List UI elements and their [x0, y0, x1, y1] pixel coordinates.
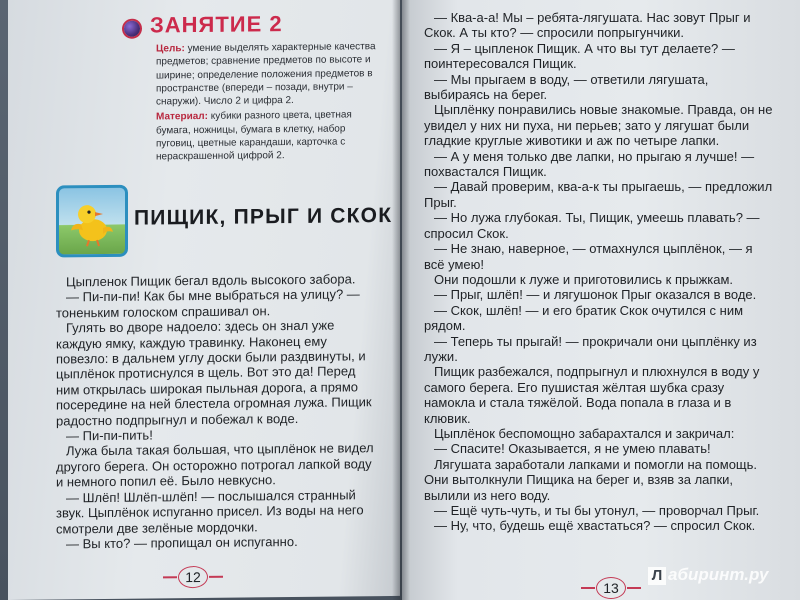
story-paragraph: — Не знаю, наверное, — отмахнулся цыплёнок, — я всё умею!	[424, 241, 753, 272]
left-story-text	[56, 271, 382, 552]
story-paragraph: — Но лужа глубокая. Ты, Пищик, умеешь плавать? — спросил Скок.	[424, 210, 760, 241]
story-paragraph: — А у меня только две лапки, но прыгаю я лучше! — похвастался Пищик.	[424, 148, 755, 180]
story-paragraph: — Вы кто? — пропищал он испуганно.	[66, 533, 298, 552]
story-paragraph: Они подошли к луже и приготовились к прыжкам.	[434, 271, 734, 287]
material-text: кубики разного цвета, цветная бумага, ножницы, бумага в клетку, набор пуговиц, цветные карандаши, карточка с нераскрашенной цифрой 2.	[156, 109, 352, 163]
lesson-description	[156, 40, 384, 166]
page-number: 13	[596, 577, 626, 599]
story-paragraph: Лягушата заработали лапками и помогли на помощь. Они вытолкнули Пищика на берег и, взяв за лапки, вылили из него воду.	[424, 456, 758, 503]
story-paragraph: — Пи-пи-пить!	[66, 427, 153, 444]
story-paragraph: — Ну, что, будешь ещё хвастаться? — спросил Скок.	[434, 518, 756, 534]
goal-text: умение выделять характерные качества предметов; сравнение предметов по высоте и ширине; определение положения предметов в пространстве (впереди – позади, внутри – снаружи). Число 2 и цифра 2.	[156, 41, 376, 108]
story-paragraph: — Ква-а-а! Мы – ребята-лягушата. Нас зовут Прыг и Скок. А ты кто? — спросили попрыгунчики.	[424, 10, 751, 41]
story-paragraph: Цыплёнок беспомощно забарахтался и закричал:	[434, 425, 735, 441]
story-title: ПИЩИК, ПРЫГ И СКОК	[134, 203, 393, 230]
story-paragraph: Лужа была такая большая, что цыплёнок не видел другого берега. Он осторожно потрогал лапкой воду и немного попил её. Было невкусно.	[56, 440, 374, 490]
story-paragraph: Цыпленок Пищик бегал вдоль высокого забора.	[66, 271, 356, 290]
book-gutter	[392, 0, 410, 600]
story-paragraph: Цыплёнку понравились новые знакомые. Правда, он не увидел у них ни пуха, ни перьев; зато у лягушат были гладкие круглые животики и аж по четыре лапки.	[424, 102, 773, 149]
page-number: 12	[178, 566, 208, 588]
story-paragraph: — Теперь ты прыгай! — прокричали они цыплёнку из лужи.	[424, 333, 757, 364]
chick-illustration	[56, 185, 128, 258]
goal-paragraph	[156, 40, 384, 109]
labirint-watermark	[648, 565, 768, 585]
story-paragraph: — Мы прыгаем в воду, — ответили лягушата, выбираясь на берег.	[424, 71, 709, 103]
story-paragraph: Гулять во дворе надоело: здесь он знал уже каждую ямку, каждую травинку. Наконец ему повезло: в дальнем углу доски были раздвинуты, и цыплёнок протиснулся в щель. Вот это да! Перед ним открылась широкая пыльная дорога, а прямо посередине на ней блестела огромная лужа. Пищик радостно подпрыгнул и побежал к воде.	[56, 317, 372, 429]
lesson-badge-icon	[124, 21, 140, 37]
goal-label: Цель:	[156, 43, 185, 55]
material-label: Материал:	[156, 111, 208, 123]
right-story-text	[424, 10, 776, 534]
material-paragraph	[156, 109, 384, 165]
story-paragraph: — Пи-пи-пи! Как бы мне выбраться на улицу? — тоненьким голоском спрашивал он.	[56, 286, 360, 321]
watermark-text: абиринт.ру	[668, 565, 769, 584]
right-page	[402, 0, 800, 600]
labirint-logo-icon: Л	[648, 567, 666, 585]
story-paragraph: Пищик разбежался, подпрыгнул и плюхнулся в воду у самого берега. Его пушистая жёлтая шубка сразу намокла и стала тяжёлой. Вода попала в глаза и в клювик.	[424, 364, 760, 426]
story-paragraph: — Ещё чуть-чуть, и ты бы утонул, — проворчал Прыг.	[434, 503, 760, 518]
story-paragraph: — Спасите! Оказывается, я не умею плавать!	[434, 441, 711, 457]
lesson-title: ЗАНЯТИЕ 2	[150, 11, 283, 38]
story-paragraph: — Я – цыпленок Пищик. А что вы тут делаете? — поинтересовался Пищик.	[424, 40, 735, 72]
left-page	[8, 0, 400, 600]
story-paragraph: — Шлёп! Шлёп-шлёп! — послышался странный звук. Цыплёнок испуганно присел. Из воды на него смотрели две зелёные мордочки.	[56, 487, 364, 536]
story-paragraph: — Прыг, шлёп! — и лягушонок Прыг оказался в воде.	[434, 287, 757, 303]
story-paragraph: — Скок, шлёп! — и его братик Скок очутился с ним рядом.	[424, 302, 744, 334]
story-paragraph: — Давай проверим, ква-а-к ты прыгаешь, — предложил Прыг.	[424, 179, 773, 210]
